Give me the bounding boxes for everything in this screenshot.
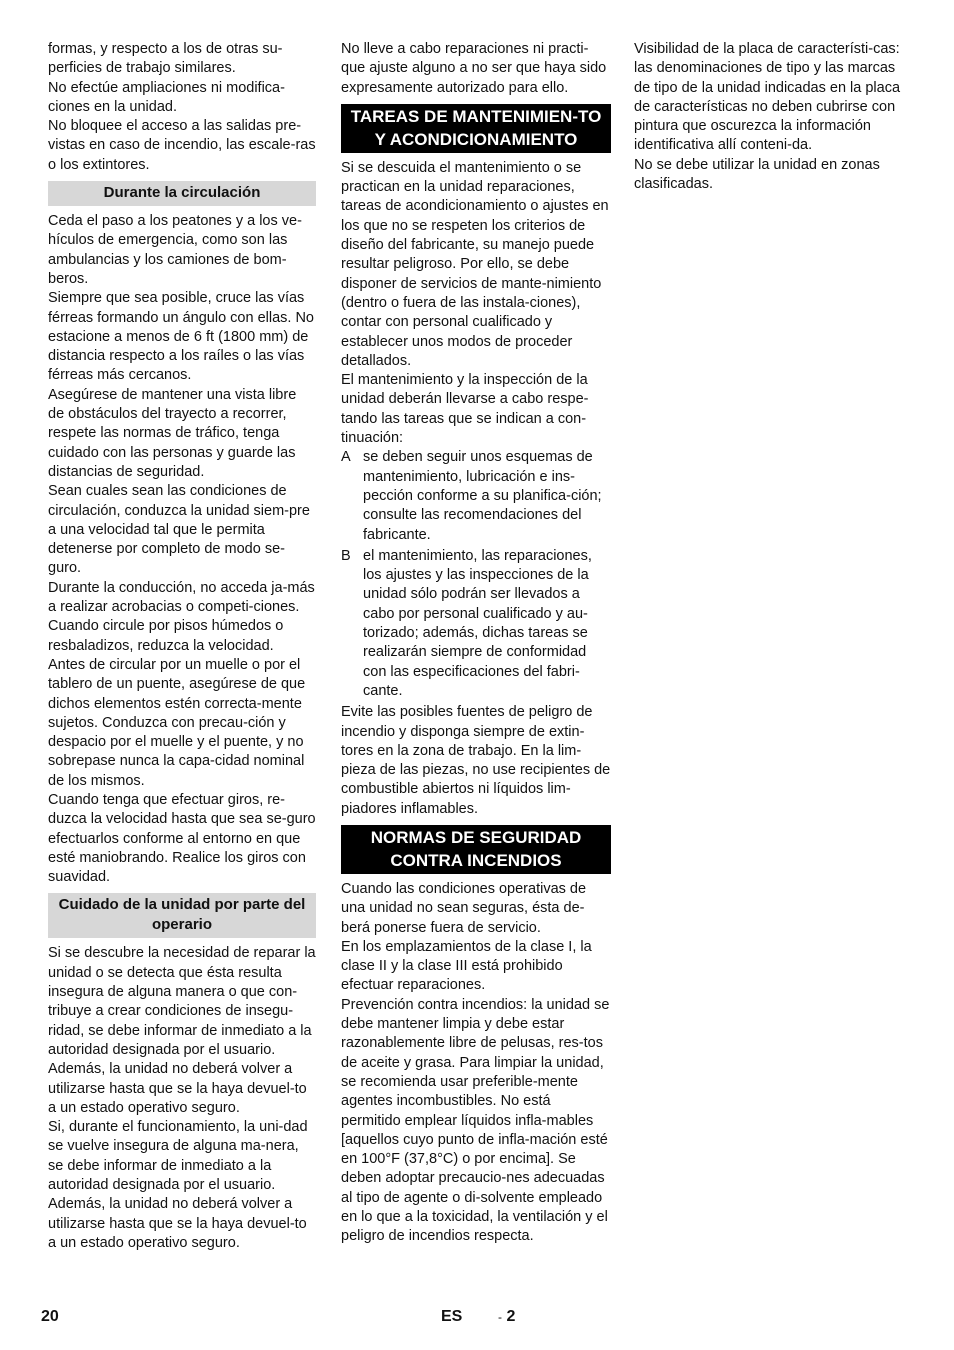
paragraph: Siempre que sea posible, cruce las vías férreas formando un ángulo con ellas. No estacione a menos de 6 ft (1800 mm) de distancia respecto a los raíles o las vías férreas más cercanos.	[48, 290, 314, 384]
column-3	[634, 40, 910, 194]
list-marker: B	[341, 547, 351, 564]
list-marker: A	[341, 449, 351, 466]
paragraph: Si se descuida el mantenimiento o se practican en la unidad reparaciones, tareas de acondicionamiento o ajustes en los que no se respeten los criterios de diseño del fabricante, su manejo puede resultar peligroso. Por ello, se debe disponer de servicios de mante-nimiento (dentro o fuera de las instala-ciones), contar con personal cualificado y establecer unos modos de proceder detallados.	[341, 159, 609, 369]
paragraph: Sean cuales sean las condiciones de circulación, conduzca la unidad siem-pre a una velocidad tal que le permita detenerse por completo de modo se-guro.	[48, 483, 310, 577]
paragraph: No efectúe ampliaciones ni modifica-ciones en la unidad.	[48, 79, 285, 115]
column-1	[48, 40, 316, 1253]
paragraph: El mantenimiento y la inspección de la unidad deberán llevarse a cabo respe-tando las tareas que se indican a con-tinuación:	[341, 372, 589, 447]
paragraph: Cuando circule por pisos húmedos o resbaladizos, reduzca la velocidad.	[48, 618, 284, 654]
list-item-text: el mantenimiento, las reparaciones, los ajustes y las inspecciones de la unidad sólo podrán ser llevados a cabo por personal cualificado y au-torizado; además, dichas tareas se realizarán siempre de conformidad con las especificaciones del fabri-cante.	[363, 547, 592, 699]
list-item	[341, 448, 611, 544]
paragraph: Evite las posibles fuentes de peligro de incendio y disponga siempre de extin-tores en la zona de trabajo. En la lim-pieza de las piezas, no use recipientes de combustible abiertos ni líquidos lim-piadores inflamables.	[341, 704, 611, 817]
section-number	[498, 1307, 515, 1327]
footer-dash: -	[498, 1310, 502, 1324]
paragraph: No bloquee el acceso a las salidas pre-vistas en caso de incendio, las escale-ras o los extintores.	[48, 118, 316, 173]
column-2	[341, 40, 611, 1247]
section-heading-maintenance: TAREAS DE MANTENIMIEN-TO Y ACONDICIONAMIENTO	[341, 104, 611, 153]
paragraph: Durante la conducción, no acceda ja-más a realizar acrobacias o competi-ciones.	[48, 579, 315, 616]
paragraph: formas, y respecto a los de otras su-perficies de trabajo similares.	[48, 41, 283, 77]
list-item-text: se deben seguir unos esquemas de mantenimiento, lubricación e ins-pección conforme a su planifica-ción; consulte las recomendaciones del fabricante.	[363, 449, 602, 543]
paragraph: En los emplazamientos de la clase I, la clase II y la clase III está prohibido efectuar reparaciones.	[341, 938, 592, 994]
paragraph: Cuando las condiciones operativas de una unidad no sean seguras, ésta de-berá ponerse fuera de servicio.	[341, 880, 587, 936]
paragraph: Cuando tenga que efectuar giros, re-duzca la velocidad hasta que sea se-guro efectuarlos conforme al entorno en que esté maniobrando. Realice los giros con suavidad.	[48, 791, 316, 886]
paragraph: Prevención contra incendios: la unidad se debe mantener limpia y debe estar razonablemente libre de pelusas, res-tos de aceite y grasa. Para limpiar la unidad, se recomienda usar preferible-mente agentes incombustibles. No está permitido emplear líquidos infla-mables [aquellos cuyo punto de infla-mación esté en 100°F (37,8°C) o por encima]. Se deben adoptar precaucio-nes adecuadas al tipo de agente o di-solvente empleado en lo que a la toxicidad, la ventilación y el peligro de incendios respecta.	[341, 996, 610, 1245]
paragraph: Si, durante el funcionamiento, la uni-dad se vuelve insegura de alguna ma-nera, se debe informar de inmediato a la autoridad designada por el usuario. Además, la unidad no deberá volver a utilizarse hasta que se la haya devuel-to a un estado operativo seguro.	[48, 1119, 308, 1251]
list-item	[341, 547, 611, 701]
paragraph: Asegúrese de mantener una vista libre de obstáculos del trayecto a recorrer, respete las normas de tráfico, tenga cuidado con las personas y guarde las distancias de seguridad.	[48, 386, 297, 480]
paragraph: No se debe utilizar la unidad en zonas clasificadas.	[634, 156, 880, 193]
section-heading-operator-care: Cuidado de la unidad por parte del operario	[48, 893, 316, 938]
paragraph: Si se descubre la necesidad de reparar la unidad o se detecta que ésta resulta insegura de alguna manera o que con-tribuye a crear condiciones de insegu-ridad, se debe informar de inmediato a la autoridad designada por el usuario. Además, la unidad no deberá volver a utilizarse hasta que se la haya devuel-to a un estado operativo seguro.	[48, 945, 316, 1116]
language-code: ES	[441, 1308, 463, 1325]
section-heading-fire-safety: NORMAS DE SEGURIDAD CONTRA INCENDIOS	[341, 825, 611, 874]
paragraph: Visibilidad de la placa de característi-cas: las denominaciones de tipo y las marcas de tipo de la unidad indicadas en la placa de características no deben cubrirse con pintura que oscurezca la información identificativa allí conteni-da.	[634, 41, 901, 154]
section-heading-driving: Durante la circulación	[48, 181, 316, 206]
section-number-value: 2	[506, 1308, 516, 1325]
paragraph: No lleve a cabo reparaciones ni practi-que ajuste alguno a no ser que haya sido expresamente autorizado para ello.	[341, 41, 607, 96]
paragraph: Ceda el paso a los peatones y a los ve-hículos de emergencia, como son las ambulancias y los camiones de bom-beros.	[48, 213, 302, 287]
page-number: 20	[41, 1308, 59, 1325]
paragraph: Antes de circular por un muelle o por el tablero de un puente, asegúrese de que dichos elementos estén correcta-mente sujetos. Conduzca con precau-ción y despacio por el muelle y el puente, y no sobrepase nunca la capa-cidad nominal de los mismos.	[48, 656, 306, 789]
